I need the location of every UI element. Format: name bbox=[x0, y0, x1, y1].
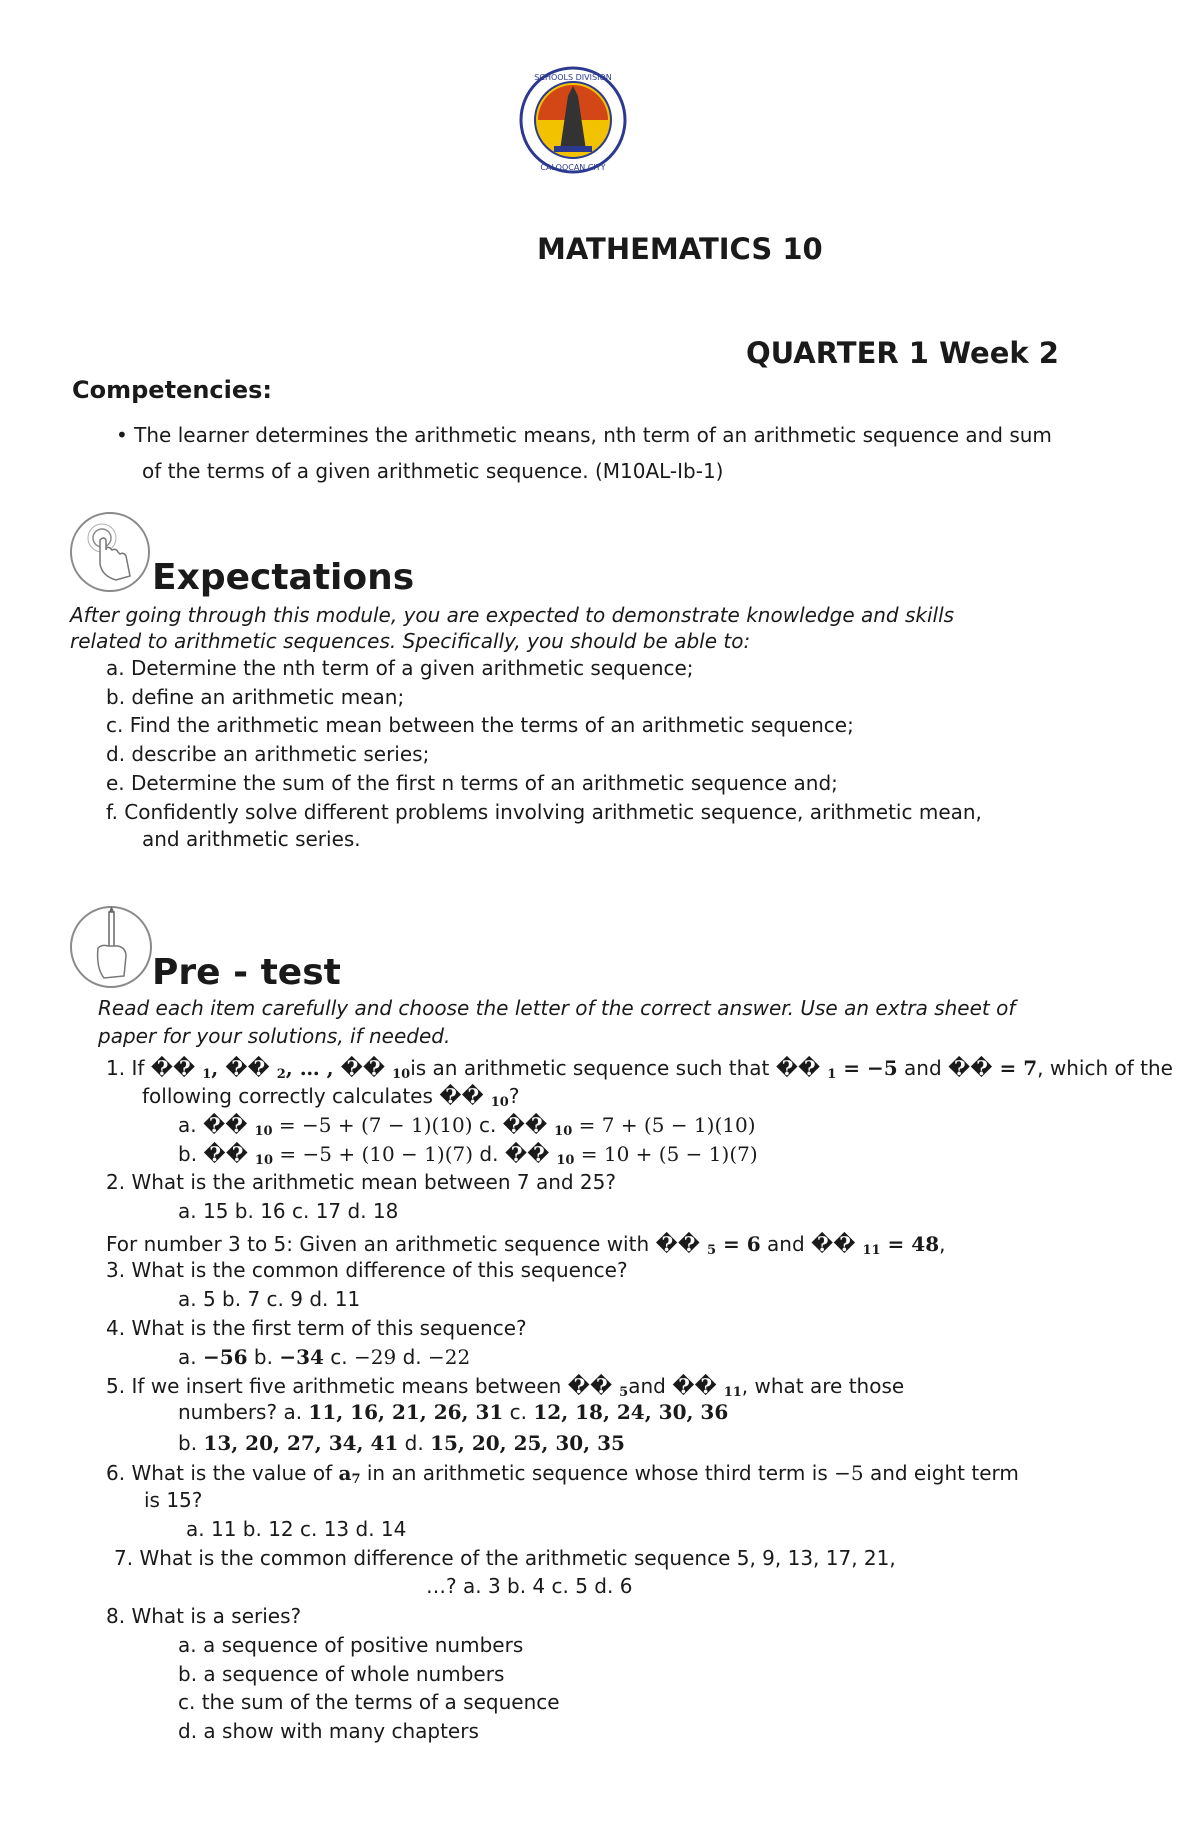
competency-bullet-cont: of the terms of a given arithmetic sequence. (M10AL-Ib-1) bbox=[142, 459, 724, 483]
expectation-item: c. Find the arithmetic mean between the terms of an arithmetic sequence; bbox=[106, 713, 854, 737]
question-4-options: a. −56 b. −34 c. −29 d. −22 bbox=[178, 1345, 471, 1369]
pencil-hand-icon bbox=[68, 904, 154, 990]
touch-hand-icon bbox=[68, 510, 152, 594]
pretest-instructions: Read each item carefully and choose the letter of the correct answer. Use an extra sheet of bbox=[98, 996, 1016, 1020]
competency-bullet: • The learner determines the arithmetic means, nth term of an arithmetic sequence and sum bbox=[116, 423, 1052, 447]
division-logo bbox=[518, 66, 628, 174]
expectation-item-cont: and arithmetic series. bbox=[142, 827, 361, 851]
question-6: 6. What is the value of $a_7$ in an arithmetic sequence whose third term is −5 and eight term bbox=[106, 1461, 1019, 1487]
question-8-option: c. the sum of the terms of a sequence bbox=[178, 1690, 560, 1714]
expectations-intro-cont: related to arithmetic sequences. Specifically, you should be able to: bbox=[70, 629, 751, 653]
expectations-intro: After going through this module, you are expected to demonstrate knowledge and skills bbox=[70, 603, 955, 627]
expectation-item: e. Determine the sum of the first n terms of an arithmetic sequence and; bbox=[106, 771, 838, 795]
question-4: 4. What is the first term of this sequence? bbox=[106, 1316, 527, 1340]
pretest-instructions-cont: paper for your solutions, if needed. bbox=[98, 1024, 451, 1048]
question-1-cont: following correctly calculates �� $_{10}$? bbox=[142, 1084, 520, 1110]
question-3: 3. What is the common difference of this sequence? bbox=[106, 1258, 628, 1282]
question-8-option: d. a show with many chapters bbox=[178, 1719, 479, 1743]
expectation-item: b. define an arithmetic mean; bbox=[106, 685, 405, 709]
competencies-heading: Competencies: bbox=[72, 376, 273, 404]
question-7-options: …? a. 3 b. 4 c. 5 d. 6 bbox=[426, 1574, 633, 1598]
svg-text:CALOOCAN CITY: CALOOCAN CITY bbox=[540, 163, 606, 172]
svg-text:SCHOOLS DIVISION: SCHOOLS DIVISION bbox=[534, 73, 612, 82]
question-2: 2. What is the arithmetic mean between 7 and 25? bbox=[106, 1170, 616, 1194]
question-1-options-bd: b. �� $_{10}$ = −5 + (10 − 1)(7) d. �� $_{10}$ = 10 + (5 − 1)(7) bbox=[178, 1142, 758, 1168]
pretest-heading: Pre - test bbox=[152, 952, 341, 993]
question-8-option: b. a sequence of whole numbers bbox=[178, 1662, 505, 1686]
page-title: MATHEMATICS 10 bbox=[537, 232, 823, 266]
question-6-options: a. 11 b. 12 c. 13 d. 14 bbox=[186, 1517, 407, 1541]
question-8: 8. What is a series? bbox=[106, 1604, 302, 1628]
question-8-option: a. a sequence of positive numbers bbox=[178, 1633, 524, 1657]
expectation-item: f. Confidently solve different problems involving arithmetic sequence, arithmetic mean, bbox=[106, 800, 982, 824]
expectation-item: d. describe an arithmetic series; bbox=[106, 742, 430, 766]
question-6-cont: is 15? bbox=[144, 1488, 203, 1512]
question-5-options-bd: b. 13, 20, 27, 34, 41 d. 15, 20, 25, 30, 35 bbox=[178, 1431, 625, 1455]
question-5: 5. If we insert five arithmetic means between �� $_5$and �� $_{11}$, what are those bbox=[106, 1374, 905, 1400]
question-5-options-ac: numbers? a. 11, 16, 21, 26, 31 c. 12, 18, 24, 30, 36 bbox=[178, 1400, 729, 1424]
question-3-options: a. 5 b. 7 c. 9 d. 11 bbox=[178, 1287, 361, 1311]
expectations-heading: Expectations bbox=[152, 557, 415, 598]
question-7: 7. What is the common difference of the arithmetic sequence 5, 9, 13, 17, 21, bbox=[114, 1546, 896, 1570]
given-statement: For number 3 to 5: Given an arithmetic sequence with �� $_5$ = 6 and �� $_{11}$ = 48, bbox=[106, 1232, 946, 1258]
expectation-item: a. Determine the nth term of a given arithmetic sequence; bbox=[106, 656, 694, 680]
question-1: 1. If �� $_1$, �� $_2$, … , �� $_{10}$is an arithmetic sequence such that �� $_1$ = −5 and �� = 7, which of the bbox=[106, 1056, 1173, 1082]
quarter-label: QUARTER 1 Week 2 bbox=[746, 336, 1059, 370]
question-1-options-ac: a. �� $_{10}$ = −5 + (7 − 1)(10) c. �� $_{10}$ = 7 + (5 − 1)(10) bbox=[178, 1113, 756, 1139]
question-2-options: a. 15 b. 16 c. 17 d. 18 bbox=[178, 1199, 399, 1223]
